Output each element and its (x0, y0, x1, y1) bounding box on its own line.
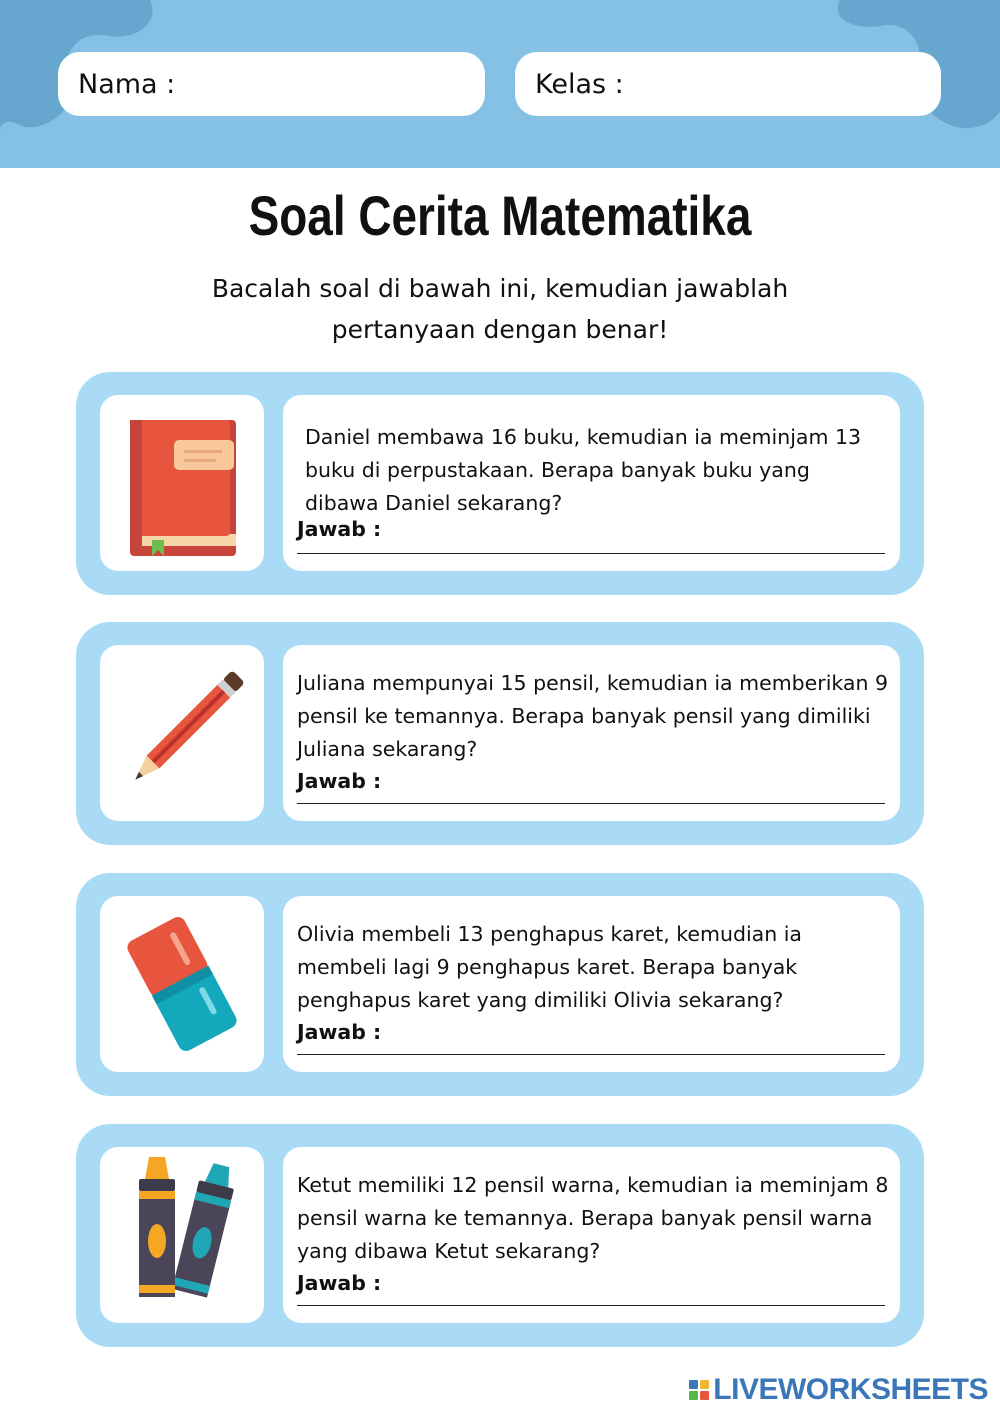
question-card-1 (76, 372, 924, 595)
question-box-4 (283, 1147, 900, 1323)
question-image-3 (100, 896, 264, 1072)
eraser-icon (112, 904, 252, 1064)
question-image-4 (100, 1147, 264, 1323)
answer-input-4[interactable] (393, 1267, 877, 1299)
class-label: Kelas : (535, 68, 624, 100)
question-box-1 (283, 395, 900, 571)
question-text: Olivia membeli 13 penghapus karet, kemudian ia membeli lagi 9 penghapus karet. Berapa banyak penghapus karet yang dimiliki Olivia sekarang? (297, 922, 802, 1012)
book-icon (122, 408, 242, 558)
page-title: Soal Cerita Matematika (248, 184, 752, 247)
question-box-2 (283, 645, 900, 821)
answer-label: Jawab : (297, 1271, 382, 1295)
question-box-3 (283, 896, 900, 1072)
class-field (515, 52, 941, 116)
name-label: Nama : (78, 68, 176, 100)
answer-line (297, 803, 885, 804)
question-text: Juliana mempunyai 15 pensil, kemudian ia memberikan 9 pensil ke temannya. Berapa banyak pensil yang dimiliki Juliana sekarang? (297, 671, 889, 761)
logo-wordmark: LIVEWORKSHEETS (713, 1373, 988, 1406)
answer-line (297, 1054, 885, 1055)
question-card-3 (76, 873, 924, 1096)
class-input[interactable] (632, 69, 925, 99)
logo-blocks-icon (689, 1380, 709, 1400)
answer-line (297, 553, 885, 554)
question-card-2 (76, 622, 924, 845)
answer-input-3[interactable] (393, 1016, 877, 1048)
header-banner (0, 0, 1000, 168)
name-input[interactable] (183, 69, 469, 99)
answer-label: Jawab : (297, 517, 382, 541)
question-image-2 (100, 645, 264, 821)
question-card-4 (76, 1124, 924, 1347)
pencil-icon (112, 653, 252, 813)
question-text: Daniel membawa 16 buku, kemudian ia meminjam 13 buku di perpustakaan. Berapa banyak buku yang dibawa Daniel sekarang? (305, 425, 862, 515)
question-image-1 (100, 395, 264, 571)
name-field (58, 52, 485, 116)
question-text: Ketut memiliki 12 pensil warna, kemudian ia meminjam 8 pensil warna ke temannya. Berapa banyak pensil warna yang dibawa Ketut sekarang? (297, 1173, 889, 1263)
crayons-icon (112, 1155, 252, 1315)
answer-input-1[interactable] (393, 515, 877, 547)
page-instructions: Bacalah soal di bawah ini, kemudian jawablah pertanyaan dengan benar! (211, 274, 789, 344)
liveworksheets-logo (689, 1372, 988, 1408)
answer-label: Jawab : (297, 1020, 382, 1044)
answer-label: Jawab : (297, 769, 382, 793)
answer-line (297, 1305, 885, 1306)
answer-input-2[interactable] (393, 765, 877, 797)
